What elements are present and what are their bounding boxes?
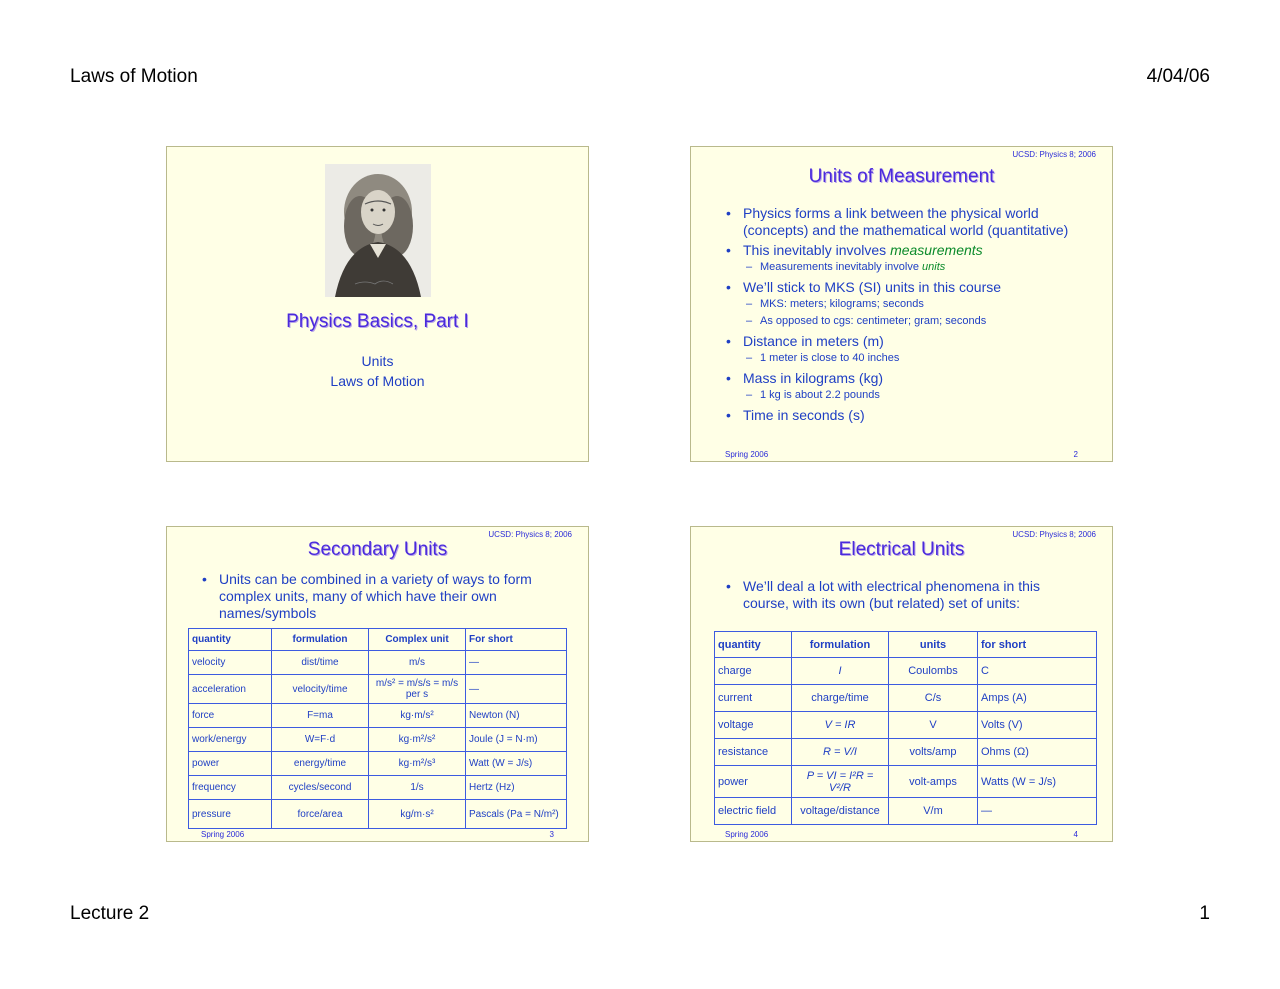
table-cell: voltage bbox=[715, 712, 792, 739]
table-header: Complex unit bbox=[369, 629, 466, 651]
bullet-item: • Distance in meters (m) bbox=[726, 333, 1071, 350]
sub-bullet-item: – 1 kg is about 2.2 pounds bbox=[726, 387, 1071, 404]
table-header: quantity bbox=[189, 629, 272, 651]
table-cell: Ohms (Ω) bbox=[978, 739, 1097, 766]
table-cell: work/energy bbox=[189, 728, 272, 752]
table-row bbox=[189, 651, 567, 675]
table-cell: — bbox=[978, 798, 1097, 825]
table-cell: electric field bbox=[715, 798, 792, 825]
slide-footer-right: 4 bbox=[1073, 830, 1078, 839]
table-row bbox=[715, 658, 1097, 685]
sub-bullet-item: – MKS: meters; kilograms; seconds bbox=[726, 296, 1071, 313]
table-cell: Pascals (Pa = N/m²) bbox=[466, 800, 567, 829]
sub-bullet-item: – 1 meter is close to 40 inches bbox=[726, 350, 1071, 367]
table-cell: V = IR bbox=[792, 712, 889, 739]
table-row bbox=[715, 739, 1097, 766]
table-cell: m/s bbox=[369, 651, 466, 675]
slide-footer-right: 2 bbox=[1073, 450, 1078, 459]
table-cell: pressure bbox=[189, 800, 272, 829]
bullet-item: • Mass in kilograms (kg) bbox=[726, 370, 1071, 387]
table-header: For short bbox=[466, 629, 567, 651]
table-cell: resistance bbox=[715, 739, 792, 766]
table-row bbox=[189, 675, 567, 704]
table-cell: V bbox=[889, 712, 978, 739]
bullet-list bbox=[202, 571, 547, 622]
table-cell: Watts (W = J/s) bbox=[978, 766, 1097, 798]
bullet-emphasis: measurements bbox=[890, 242, 983, 258]
table-cell: force bbox=[189, 704, 272, 728]
slide-3 bbox=[166, 526, 589, 842]
table-cell: power bbox=[189, 752, 272, 776]
table-cell: m/s² = m/s/s = m/s per s bbox=[369, 675, 466, 704]
slide-header: UCSD: Physics 8; 2006 bbox=[1012, 530, 1096, 539]
table-header: formulation bbox=[792, 632, 889, 658]
table-cell: volt-amps bbox=[889, 766, 978, 798]
table-row bbox=[715, 685, 1097, 712]
table-cell: I bbox=[792, 658, 889, 685]
table-cell: acceleration bbox=[189, 675, 272, 704]
sub-bullet-item bbox=[726, 259, 1071, 276]
table-cell: Coulombs bbox=[889, 658, 978, 685]
table-cell: C/s bbox=[889, 685, 978, 712]
table-cell: R = V/I bbox=[792, 739, 889, 766]
table-cell: current bbox=[715, 685, 792, 712]
bullet-item bbox=[726, 242, 1071, 259]
table-cell: voltage/distance bbox=[792, 798, 889, 825]
bullet-item: • Time in seconds (s) bbox=[726, 407, 1071, 424]
table-cell: W=F·d bbox=[272, 728, 369, 752]
table-row bbox=[189, 728, 567, 752]
table-cell: dist/time bbox=[272, 651, 369, 675]
sub-bullet-emphasis: units bbox=[922, 261, 946, 273]
table-cell: kg·m²/s² bbox=[369, 728, 466, 752]
table-cell: F=ma bbox=[272, 704, 369, 728]
slide-1-subtitle-units: Units bbox=[361, 353, 394, 369]
slide-4-title: Electrical Units bbox=[838, 539, 965, 560]
table-row bbox=[189, 800, 567, 829]
table-header: quantity bbox=[715, 632, 792, 658]
table-cell: — bbox=[466, 651, 567, 675]
table-cell: frequency bbox=[189, 776, 272, 800]
electrical-units-table bbox=[714, 631, 1097, 825]
table-cell: velocity/time bbox=[272, 675, 369, 704]
bullet-item: • We’ll stick to MKS (SI) units in this course bbox=[726, 279, 1071, 296]
table-cell: charge/time bbox=[792, 685, 889, 712]
bullet-item: • Units can be combined in a variety of ways to form complex units, many of which have their own names/symbols bbox=[202, 571, 547, 622]
slide-1 bbox=[166, 146, 589, 462]
table-cell: charge bbox=[715, 658, 792, 685]
table-cell: kg/m·s² bbox=[369, 800, 466, 829]
table-cell: volts/amp bbox=[889, 739, 978, 766]
secondary-units-table bbox=[188, 628, 567, 829]
page-header-right: 4/04/06 bbox=[1146, 66, 1210, 87]
table-cell: Newton (N) bbox=[466, 704, 567, 728]
slide-4 bbox=[690, 526, 1113, 842]
table-row bbox=[189, 704, 567, 728]
table-header: formulation bbox=[272, 629, 369, 651]
sub-bullet-item: – As opposed to cgs: centimeter; gram; seconds bbox=[726, 313, 1071, 330]
table-cell: kg·m²/s³ bbox=[369, 752, 466, 776]
table-header: units bbox=[889, 632, 978, 658]
table-cell: Volts (V) bbox=[978, 712, 1097, 739]
table-row bbox=[715, 712, 1097, 739]
table-cell: 1/s bbox=[369, 776, 466, 800]
slide-2-title: Units of Measurement bbox=[808, 166, 995, 187]
bullet-list bbox=[726, 578, 1061, 612]
table-cell: power bbox=[715, 766, 792, 798]
bullet-text: This inevitably involves bbox=[743, 242, 891, 258]
bullet-item: • Physics forms a link between the physical world (concepts) and the mathematical world (quantitative) bbox=[726, 205, 1071, 239]
table-cell: — bbox=[466, 675, 567, 704]
slide-header: UCSD: Physics 8; 2006 bbox=[1012, 150, 1096, 159]
table-cell: Watt (W = J/s) bbox=[466, 752, 567, 776]
sub-bullet-text: Measurements inevitably involve bbox=[760, 261, 923, 273]
slide-1-subtitle-laws: Laws of Motion bbox=[330, 373, 425, 389]
table-cell: Amps (A) bbox=[978, 685, 1097, 712]
slide-2 bbox=[690, 146, 1113, 462]
slide-footer-left: Spring 2006 bbox=[725, 830, 769, 839]
table-header: for short bbox=[978, 632, 1097, 658]
slide-3-title: Secondary Units bbox=[307, 539, 448, 560]
slide-header: UCSD: Physics 8; 2006 bbox=[488, 530, 572, 539]
page-footer-right: 1 bbox=[1199, 903, 1210, 924]
table-row bbox=[189, 776, 567, 800]
table-cell: P = VI = I²R = V²/R bbox=[792, 766, 889, 798]
table-row bbox=[715, 766, 1097, 798]
table-row bbox=[715, 798, 1097, 825]
table-cell: C bbox=[978, 658, 1097, 685]
table-cell: Joule (J = N·m) bbox=[466, 728, 567, 752]
table-cell: energy/time bbox=[272, 752, 369, 776]
slide-footer-right: 3 bbox=[549, 830, 554, 839]
table-cell: V/m bbox=[889, 798, 978, 825]
slide-1-title: Physics Basics, Part I bbox=[286, 311, 469, 332]
newton-portrait bbox=[325, 164, 431, 297]
table-cell: force/area bbox=[272, 800, 369, 829]
bullet-item: • We’ll deal a lot with electrical phenomena in this course, with its own (but related) set of units: bbox=[726, 578, 1061, 612]
page-header-left: Laws of Motion bbox=[70, 66, 198, 87]
page-footer-left: Lecture 2 bbox=[70, 903, 150, 924]
bullet-list bbox=[726, 205, 1071, 424]
slide-footer-left: Spring 2006 bbox=[201, 830, 245, 839]
slide-footer-left: Spring 2006 bbox=[725, 450, 769, 459]
table-cell: velocity bbox=[189, 651, 272, 675]
table-row bbox=[189, 752, 567, 776]
table-cell: Hertz (Hz) bbox=[466, 776, 567, 800]
table-cell: cycles/second bbox=[272, 776, 369, 800]
table-cell: kg·m/s² bbox=[369, 704, 466, 728]
